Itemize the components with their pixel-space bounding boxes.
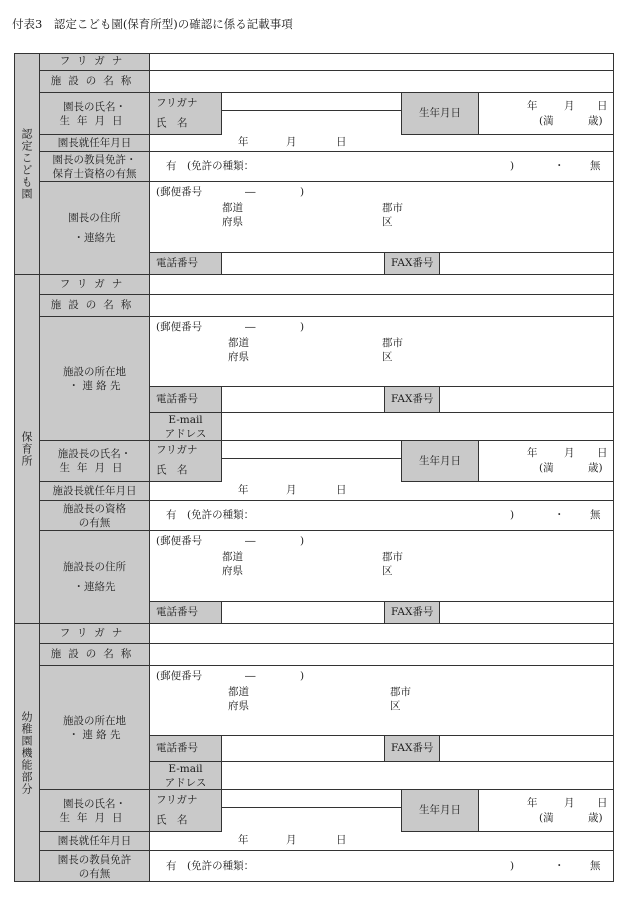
facility-email-field[interactable] bbox=[222, 413, 614, 441]
kindergarten-director-name-field[interactable] bbox=[222, 808, 402, 832]
director-furigana-field[interactable] bbox=[222, 93, 402, 111]
kindergarten-director-license-field[interactable]: 有 (免許の種類： ) ・ 無 bbox=[166, 860, 601, 872]
section-label-yochien: 幼稚園機能部分 bbox=[14, 624, 40, 882]
facility-name-label: 施設の名称 bbox=[40, 644, 150, 666]
facility-name-label: 施設の名称 bbox=[40, 71, 150, 93]
facility-head-appointed-label: 施設長就任年月日 bbox=[40, 482, 150, 501]
facility-head-address-label: 施設長の住所 ・連絡先 bbox=[40, 531, 150, 624]
director-name-field[interactable] bbox=[222, 111, 402, 135]
kindergarten-email-label: E-mail アドレス bbox=[150, 762, 222, 790]
facility-head-furigana-shimei-label: フリガナ 氏 名 bbox=[150, 441, 222, 482]
furigana-label: フリガナ bbox=[40, 275, 150, 295]
director-phone-field[interactable] bbox=[222, 253, 385, 275]
director-furigana-shimei-label: フリガナ 氏 名 bbox=[150, 93, 222, 135]
director-birthdate-label: 生年月日 bbox=[402, 93, 479, 135]
director-phone-label: 電話番号 bbox=[150, 253, 222, 275]
furigana-field[interactable] bbox=[150, 275, 614, 295]
director-address-label: 園長の住所 ・連絡先 bbox=[40, 182, 150, 275]
director-appointed-label: 園長就任年月日 bbox=[40, 135, 150, 152]
facility-head-qual-field[interactable]: 有 (免許の種類： ) ・ 無 bbox=[150, 501, 614, 531]
kindergarten-location-field[interactable]: (郵便番号 ― ) 都道 府県 郡市 区 bbox=[150, 666, 614, 736]
kindergarten-phone-label: 電話番号 bbox=[150, 736, 222, 762]
kindergarten-fax-label: FAX番号 bbox=[385, 736, 440, 762]
facility-head-phone-field[interactable] bbox=[222, 602, 385, 624]
section-label-kodomoen: 認定こども園 bbox=[14, 53, 40, 275]
facility-head-name-label: 施設長の氏名・ 生年月日 bbox=[40, 441, 150, 482]
facility-head-birthdate-label: 生年月日 bbox=[402, 441, 479, 482]
facility-phone-field[interactable] bbox=[222, 387, 385, 413]
facility-name-field[interactable] bbox=[150, 71, 614, 93]
section-label-hoikusho: 保育所 bbox=[14, 275, 40, 624]
director-fax-field[interactable] bbox=[440, 253, 614, 275]
facility-head-fax-field[interactable] bbox=[440, 602, 614, 624]
director-license-field[interactable]: 有 (免許の種類： ) ・ 無 bbox=[150, 152, 614, 182]
facility-head-appointed-field[interactable]: 年 月 日 bbox=[150, 482, 614, 501]
furigana-field[interactable] bbox=[150, 53, 614, 71]
facility-head-address-field[interactable]: (郵便番号 ― ) 都道 府県 郡市 区 bbox=[150, 531, 614, 602]
kindergarten-director-name-label: 園長の氏名・ 生年月日 bbox=[40, 790, 150, 832]
kindergarten-director-appointed-label: 園長就任年月日 bbox=[40, 832, 150, 851]
facility-email-label: E-mail アドレス bbox=[150, 413, 222, 441]
facility-name-field[interactable] bbox=[150, 644, 614, 666]
kindergarten-director-furigana-field[interactable] bbox=[222, 790, 402, 808]
kindergarten-director-furigana-shimei-label: フリガナ 氏 名 bbox=[150, 790, 222, 832]
facility-phone-label: 電話番号 bbox=[150, 387, 222, 413]
kindergarten-director-birthdate-label: 生年月日 bbox=[402, 790, 479, 832]
furigana-field[interactable] bbox=[150, 624, 614, 644]
director-address-field[interactable]: (郵便番号 ― ) 都道 府県 郡市 区 bbox=[150, 182, 614, 253]
director-license-label: 園長の教員免許・ 保育士資格の有無 bbox=[40, 152, 150, 182]
kindergarten-director-appointed-field[interactable]: 年 月 日 bbox=[150, 832, 614, 851]
facility-location-field[interactable]: (郵便番号 ― ) 都道 府県 郡市 区 bbox=[150, 317, 614, 387]
form-caption: 付表3 認定こども園(保育所型)の確認に係る記載事項 bbox=[12, 17, 293, 31]
furigana-label: フリガナ bbox=[40, 53, 150, 71]
facility-head-qual-label: 施設長の資格 の有無 bbox=[40, 501, 150, 531]
facility-fax-label: FAX番号 bbox=[385, 387, 440, 413]
facility-name-field[interactable] bbox=[150, 295, 614, 317]
facility-head-furigana-field[interactable] bbox=[222, 441, 402, 459]
facility-head-fax-label: FAX番号 bbox=[385, 602, 440, 624]
kindergarten-email-field[interactable] bbox=[222, 762, 614, 790]
kindergarten-fax-field[interactable] bbox=[440, 736, 614, 762]
facility-head-name-field[interactable] bbox=[222, 459, 402, 482]
kindergarten-location-label: 施設の所在地 ・ 連 絡 先 bbox=[40, 666, 150, 790]
director-name-label: 園長の氏名・ 生年月日 bbox=[40, 93, 150, 135]
facility-name-label: 施設の名称 bbox=[40, 295, 150, 317]
director-birthdate-field[interactable]: 年 月 日 (満 歳) bbox=[479, 93, 614, 135]
director-fax-label: FAX番号 bbox=[385, 253, 440, 275]
director-appointed-field[interactable]: 年 月 日 bbox=[150, 135, 614, 152]
furigana-label: フリガナ bbox=[40, 624, 150, 644]
facility-location-label: 施設の所在地 ・ 連 絡 先 bbox=[40, 317, 150, 441]
facility-fax-field[interactable] bbox=[440, 387, 614, 413]
facility-head-birthdate-field[interactable]: 年 月 日 (満 歳) bbox=[479, 441, 614, 482]
facility-head-phone-label: 電話番号 bbox=[150, 602, 222, 624]
form-table bbox=[14, 53, 614, 882]
kindergarten-phone-field[interactable] bbox=[222, 736, 385, 762]
kindergarten-director-birthdate-field[interactable]: 年 月 日 (満 歳) bbox=[479, 790, 614, 832]
kindergarten-director-license-label: 園長の教員免許 の有無 bbox=[40, 851, 150, 882]
